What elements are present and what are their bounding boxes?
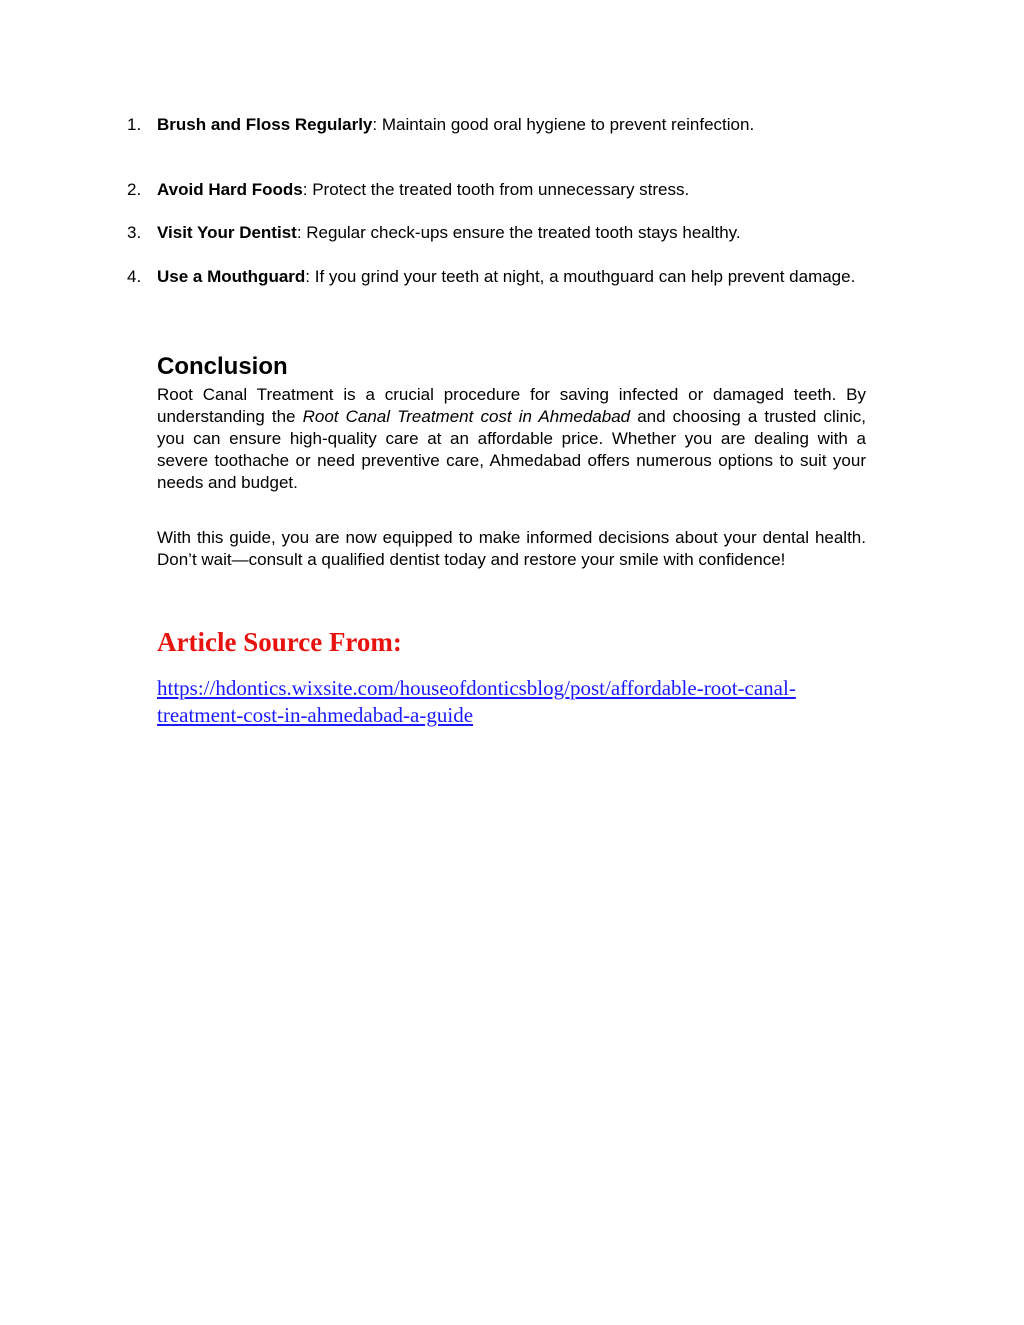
list-item-title: Avoid Hard Foods	[157, 180, 303, 199]
list-number: 1.	[127, 115, 142, 134]
conclusion-heading: Conclusion	[157, 353, 288, 380]
list-item	[127, 266, 866, 288]
list-number: 3.	[127, 223, 142, 242]
list-item	[127, 222, 866, 244]
conclusion-paragraph	[157, 384, 866, 494]
closing-paragraph: With this guide, you are now equipped to make informed decisions about your dental health. Don’t wait—consult a qualified dentist today and restore your smile with confidence!	[157, 528, 866, 569]
conclusion-text: Root Canal Treatment is a crucial procedure for saving infected or damaged teeth. By understanding the	[157, 385, 866, 426]
list-item-title: Visit Your Dentist	[157, 223, 297, 242]
list-item-body: : Maintain good oral hygiene to prevent reinfection.	[372, 115, 755, 134]
list-item-title: Brush and Floss Regularly	[157, 115, 373, 134]
conclusion-italic-phrase: Root Canal Treatment cost in Ahmedabad	[302, 407, 631, 426]
conclusion-text: and choosing a trusted clinic, you can ensure high-quality care at an affordable price. Whether you are dealing with a severe toothache or need preventive care, Ahmedabad offers numerous options to suit your needs and budget.	[157, 407, 866, 492]
list-item-body: : Protect the treated tooth from unnecessary stress.	[302, 180, 690, 199]
list-number: 4.	[127, 267, 142, 286]
list-item-body: : Regular check-ups ensure the treated tooth stays healthy.	[296, 223, 741, 242]
list-item-title: Use a Mouthguard	[157, 267, 306, 286]
link-line: treatment-cost-in-ahmedabad-a-guide	[157, 703, 474, 727]
list-item	[127, 179, 866, 201]
list-number: 2.	[127, 180, 142, 199]
article-source-link[interactable]	[157, 675, 857, 729]
list-item	[127, 114, 866, 136]
article-source-heading: Article Source From:	[157, 627, 402, 657]
list-item-text	[157, 114, 866, 136]
list-item-text	[157, 179, 866, 201]
link-line: https://hdontics.wixsite.com/houseofdonticsblog/post/affordable-root-canal-	[157, 676, 796, 700]
list-item-text	[157, 266, 866, 288]
list-item-text	[157, 222, 866, 244]
list-item-body: : If you grind your teeth at night, a mouthguard can help prevent damage.	[305, 267, 856, 286]
